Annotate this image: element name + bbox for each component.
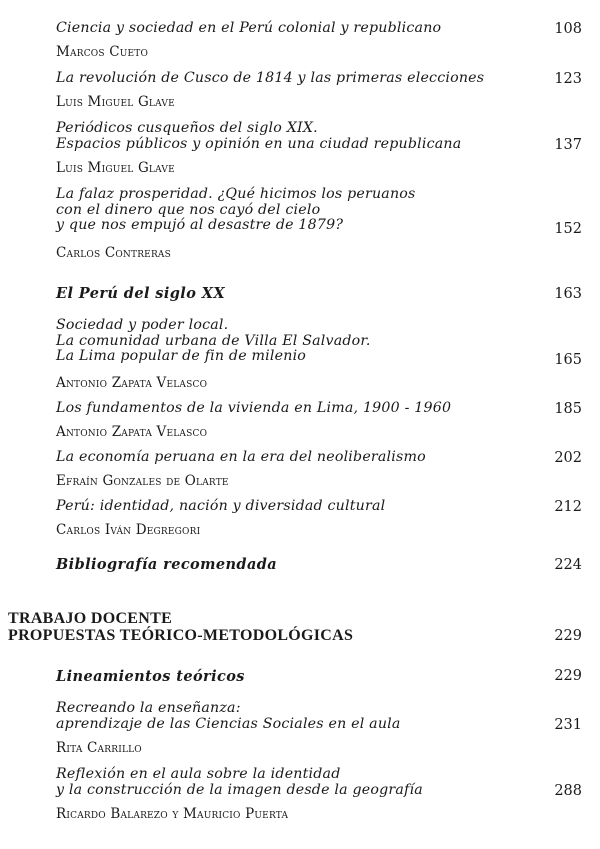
entry-author: Antonio Zapata Velasco (56, 424, 208, 440)
entry-author: Ricardo Balarezo y Mauricio Puerta (56, 806, 289, 822)
entry-title: Sociedad y poder local. La comunidad urbana de Villa El Salvador. La Lima popular de fin de milenio (56, 317, 371, 364)
entry-title: La revolución de Cusco de 1814 y las primeras elecciones (56, 70, 485, 86)
entry-title: La economía peruana en la era del neoliberalismo (56, 449, 426, 465)
page-number: 231 (554, 717, 582, 733)
page-number: 212 (554, 499, 582, 515)
entry-title: Los fundamentos de la vivienda en Lima, 1900 - 1960 (56, 400, 452, 416)
page-number: 288 (554, 783, 582, 799)
entry-author: Rita Carrillo (56, 740, 142, 756)
entry-author: Marcos Cueto (56, 44, 149, 60)
entry-author: Antonio Zapata Velasco (56, 375, 208, 391)
entry-title: La falaz prosperidad. ¿Qué hicimos los peruanos con el dinero que nos cayó del cielo y que nos empujó al desastre de 1879? (56, 186, 416, 233)
entry-author: Carlos Contreras (56, 245, 171, 261)
entry-author: Luis Miguel Glave (56, 94, 175, 110)
section-title: Bibliografía recomendada (56, 556, 278, 573)
entry-author: Luis Miguel Glave (56, 160, 175, 176)
entry-title: Ciencia y sociedad en el Perú colonial y republicano (56, 20, 442, 36)
entry-title: Reflexión en el aula sobre la identidad y la construcción de la imagen desde la geografía (56, 766, 423, 798)
entry-title: Perú: identidad, nación y diversidad cultural (56, 498, 386, 514)
page-number: 137 (554, 137, 582, 153)
entry-title: Recreando la enseñanza: aprendizaje de las Ciencias Sociales en el aula (56, 700, 401, 732)
entry-title: Periódicos cusqueños del siglo XIX. Espacios públicos y opinión en una ciudad republicana (56, 120, 462, 152)
page-number: 202 (554, 450, 582, 466)
section-title: Lineamientos teóricos (56, 668, 245, 685)
part-heading: TRABAJO DOCENTE PROPUESTAS TEÓRICO-METODOLÓGICAS (8, 610, 354, 644)
page-number: 163 (554, 286, 582, 302)
page-number: 224 (554, 557, 582, 573)
page-number: 185 (554, 401, 582, 417)
page-number: 152 (554, 221, 582, 237)
section-title: El Perú del siglo XX (56, 285, 226, 302)
page-number: 229 (554, 668, 582, 684)
page-number: 108 (554, 21, 582, 37)
entry-author: Efraín Gonzales de Olarte (56, 473, 229, 489)
entry-author: Carlos Iván Degregori (56, 522, 201, 538)
page-number: 229 (554, 628, 582, 644)
page-number: 165 (554, 352, 582, 368)
page-number: 123 (554, 71, 582, 87)
